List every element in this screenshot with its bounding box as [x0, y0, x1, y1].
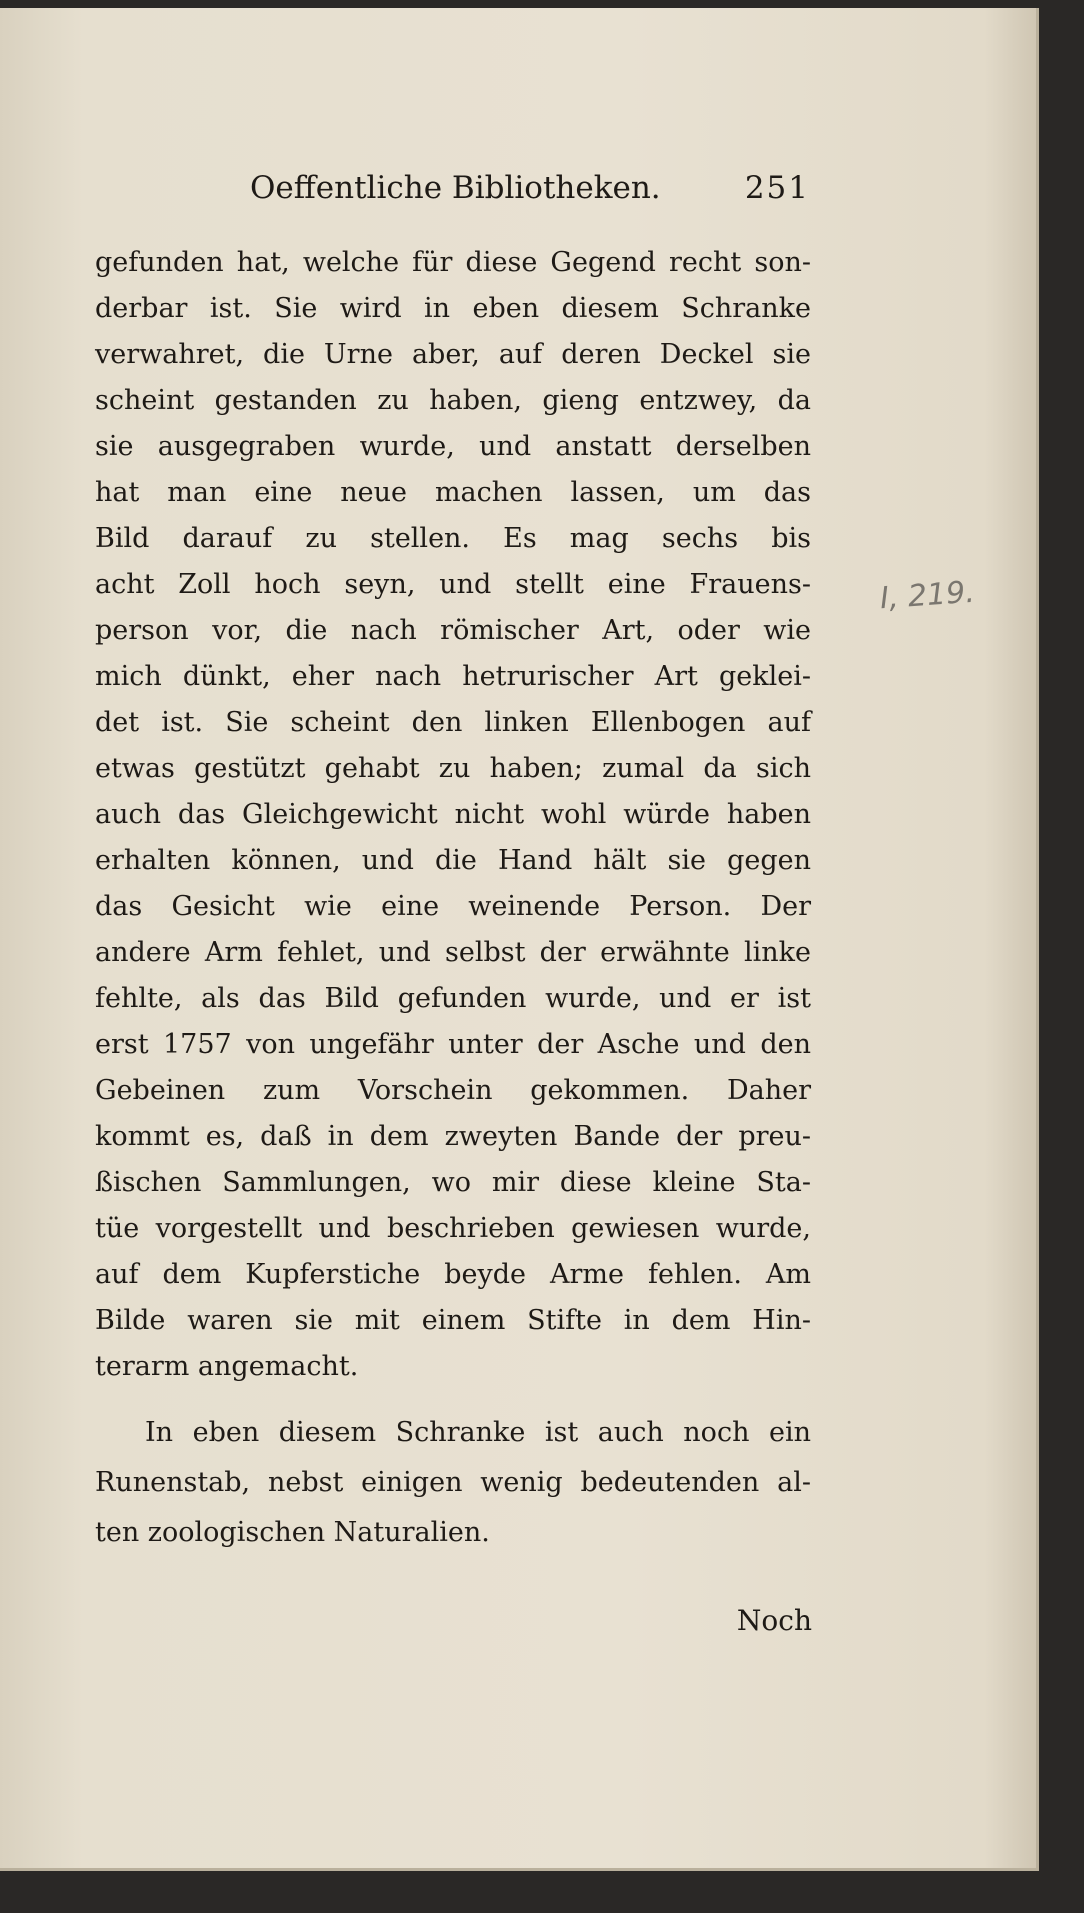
text-line: acht Zoll hoch seyn, und stellt eine Frauens- — [95, 569, 811, 600]
running-title: Oeffentliche Bibliotheken. — [250, 170, 661, 206]
text-line: auf dem Kupferstiche beyde Arme fehlen. Am — [95, 1259, 811, 1290]
text-line: In eben diesem Schranke ist auch noch ein — [145, 1417, 811, 1448]
text-line: person vor, die nach römischer Art, oder wie — [95, 615, 811, 646]
paragraph-2 — [95, 1408, 811, 1558]
text-line: Gebeinen zum Vorschein gekommen. Daher — [95, 1075, 811, 1106]
text-line: gefunden hat, welche für diese Gegend recht son- — [95, 247, 811, 278]
text-line: det ist. Sie scheint den linken Ellenbogen auf — [95, 707, 811, 738]
text-line: Runenstab, nebst einigen wenig bedeutenden al- — [95, 1467, 811, 1498]
text-line: auch das Gleichgewicht nicht wohl würde haben — [95, 799, 811, 830]
paragraph-1 — [95, 240, 811, 1390]
text-line: erst 1757 von ungefähr unter der Asche und den — [95, 1029, 811, 1060]
text-line: andere Arm fehlet, und selbst der erwähnte linke — [95, 937, 811, 968]
book-page — [0, 8, 1039, 1871]
text-line: Bilde waren sie mit einem Stifte in dem Hin- — [95, 1305, 811, 1336]
text-line: terarm angemacht. — [95, 1351, 359, 1382]
catchword: Noch — [736, 1604, 812, 1637]
text-line: hat man eine neue machen lassen, um das — [95, 477, 811, 508]
text-line: fehlte, als das Bild gefunden wurde, und er ist — [95, 983, 811, 1014]
text-line: etwas gestützt gehabt zu haben; zumal da sich — [95, 753, 811, 784]
text-line: derbar ist. Sie wird in eben diesem Schranke — [95, 293, 811, 324]
text-line: sie ausgegraben wurde, und anstatt derselben — [95, 431, 811, 462]
page-number: 251 — [744, 170, 810, 206]
text-line: scheint gestanden zu haben, gieng entzwey, da — [95, 385, 811, 416]
text-line: das Gesicht wie eine weinende Person. Der — [95, 891, 811, 922]
text-line: erhalten können, und die Hand hält sie gegen — [95, 845, 811, 876]
text-line: ßischen Sammlungen, wo mir diese kleine Sta- — [95, 1167, 811, 1198]
text-line: tüe vorgestellt und beschrieben gewiesen wurde, — [95, 1213, 811, 1244]
text-line: mich dünkt, eher nach hetrurischer Art geklei- — [95, 661, 811, 692]
text-line: ten zoologischen Naturalien. — [95, 1517, 490, 1548]
handwritten-margin-note: I, 219. — [878, 574, 976, 617]
text-line: Bild darauf zu stellen. Es mag sechs bis — [95, 523, 811, 554]
text-line: verwahret, die Urne aber, auf deren Deckel sie — [95, 339, 811, 370]
page-header — [250, 170, 810, 220]
text-line: kommt es, daß in dem zweyten Bande der preu- — [95, 1121, 811, 1152]
